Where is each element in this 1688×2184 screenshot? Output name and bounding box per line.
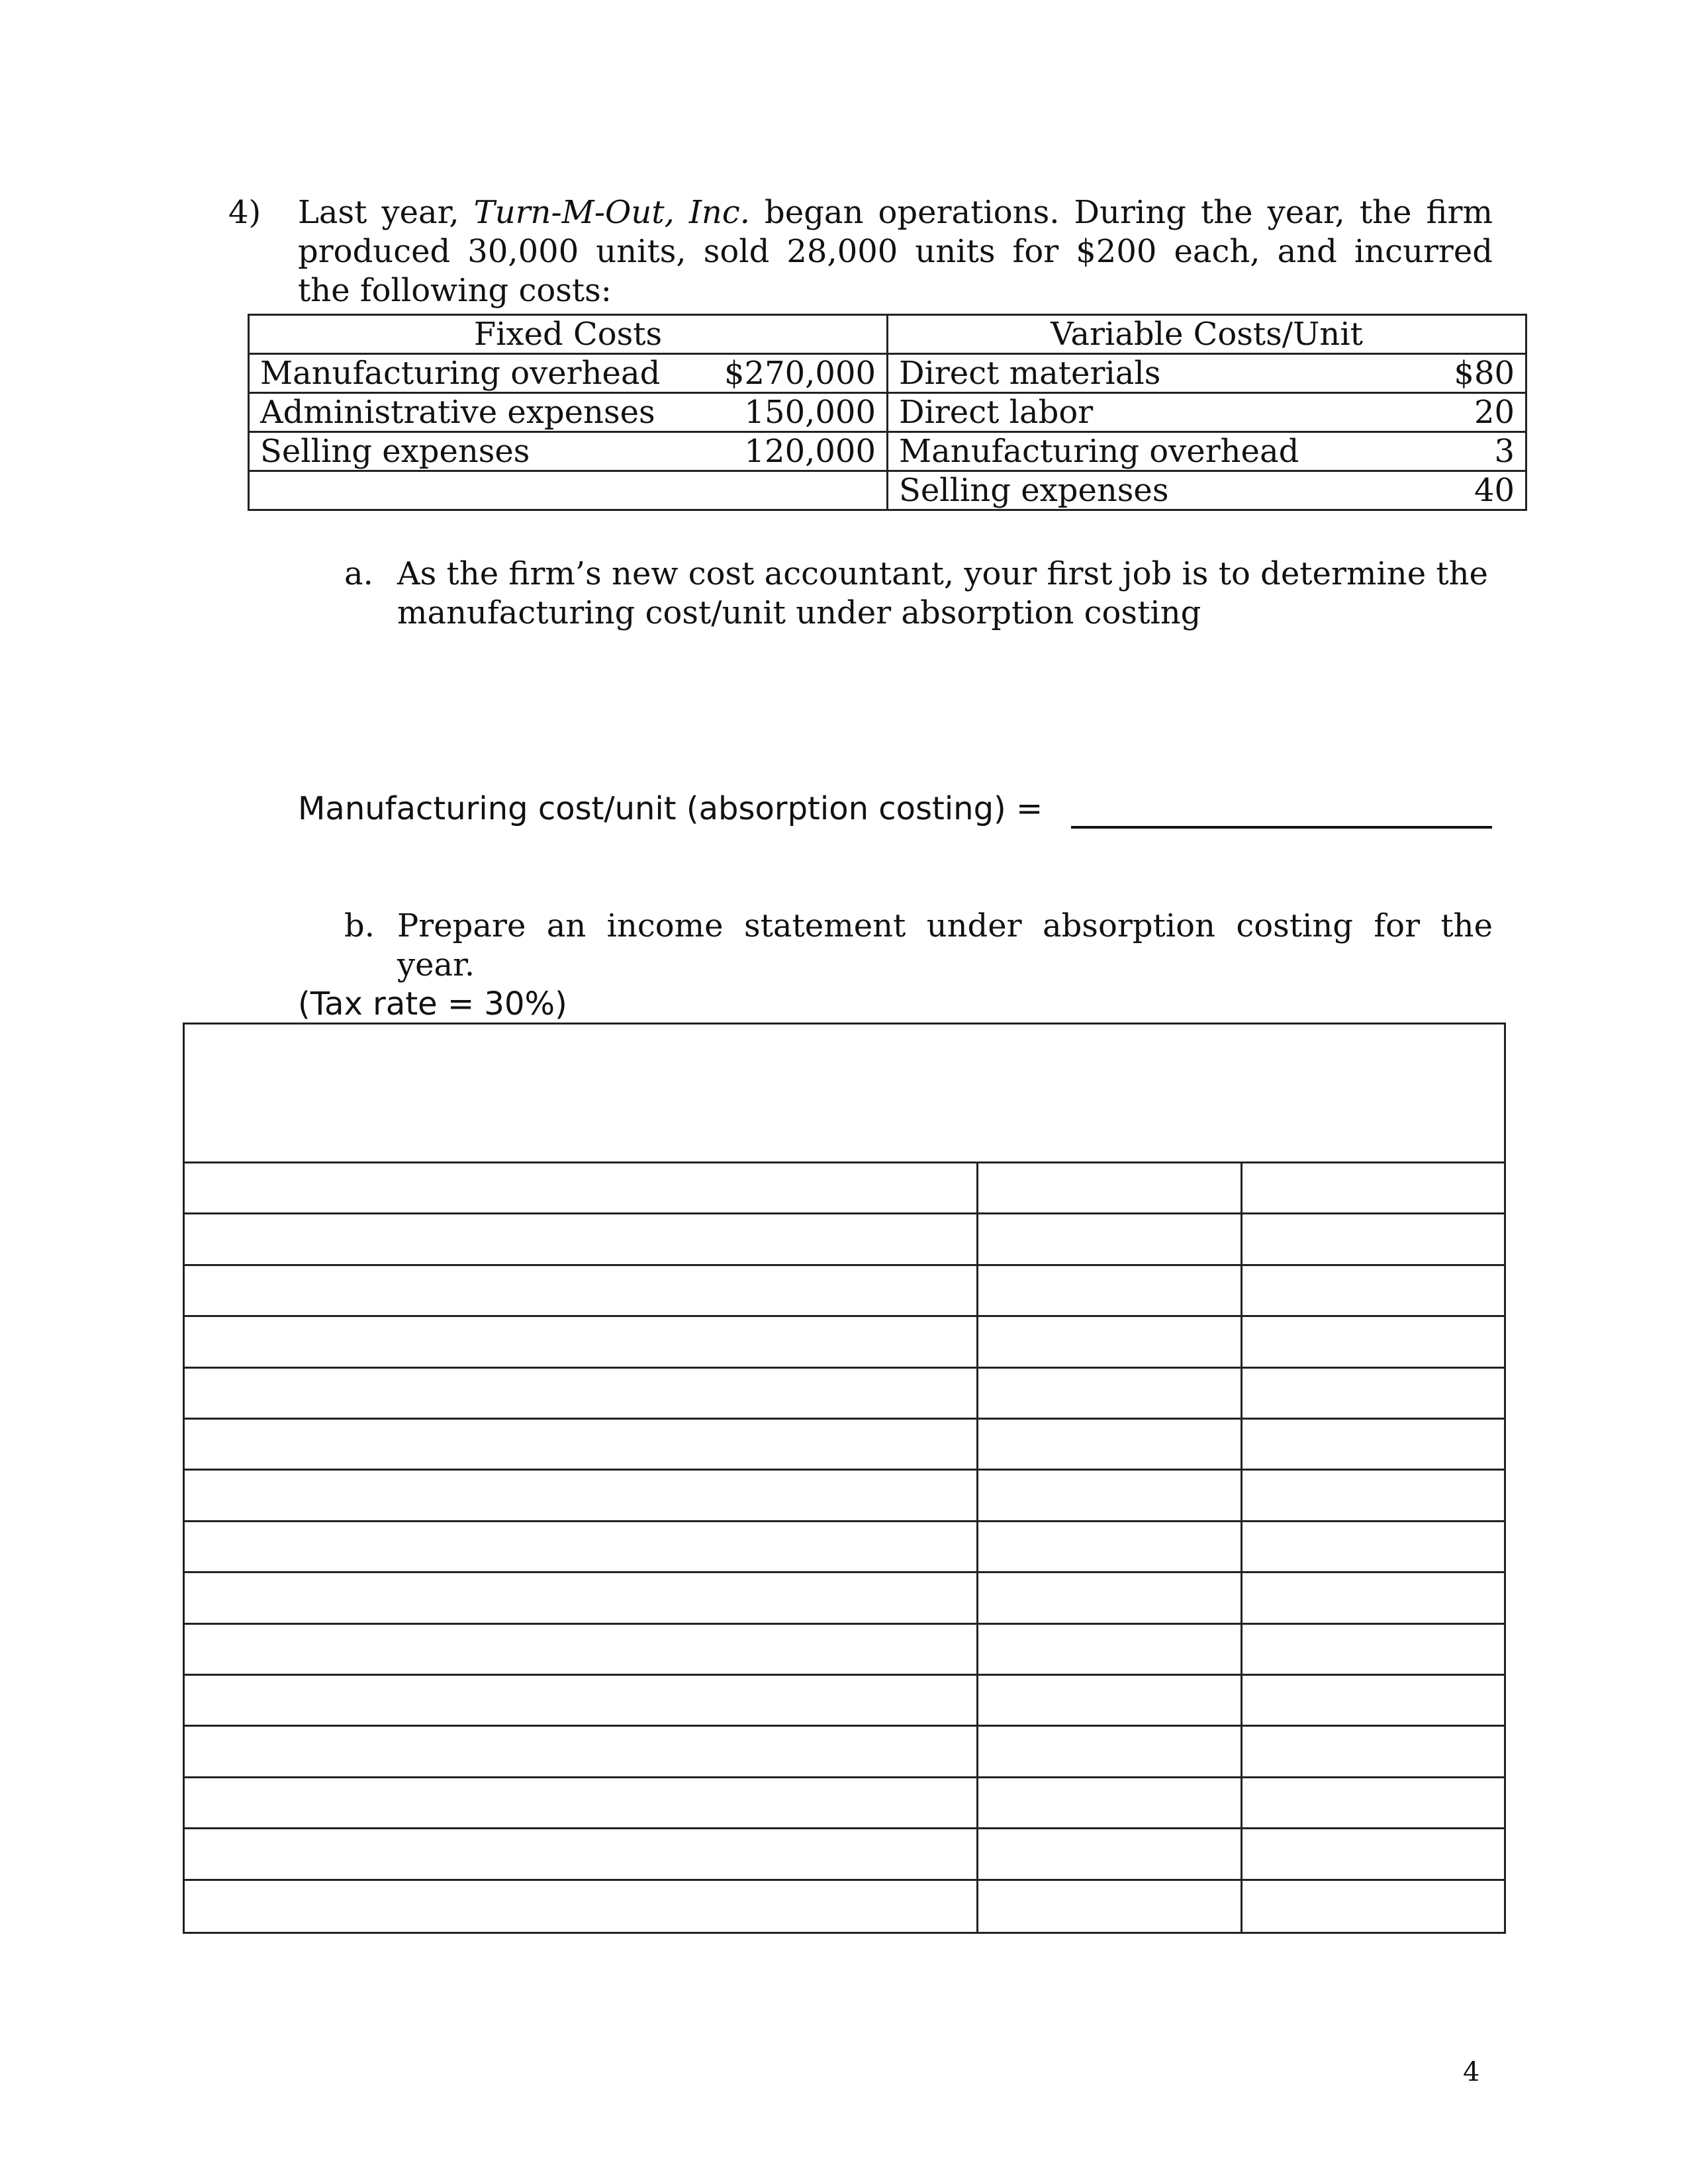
- statement-total-cell[interactable]: [1243, 1522, 1504, 1571]
- statement-amount-cell[interactable]: [978, 1471, 1241, 1520]
- problem-statement: [228, 193, 1493, 310]
- statement-amount-cell[interactable]: [978, 1573, 1241, 1622]
- cost-table-row: [249, 432, 1526, 471]
- fixed-cost-amount: [706, 471, 888, 510]
- cost-table-header-row: [249, 315, 1526, 354]
- statement-description-cell[interactable]: [185, 1625, 976, 1674]
- statement-total-cell[interactable]: [1243, 1317, 1504, 1366]
- question-b-line-1: Prepare an income statement under absorption costing for the: [397, 907, 1493, 944]
- statement-row: [185, 1266, 1504, 1317]
- statement-amount-cell[interactable]: [978, 1317, 1241, 1366]
- statement-row: [185, 1471, 1504, 1522]
- statement-row: [185, 1727, 1504, 1778]
- statement-row: [185, 1829, 1504, 1880]
- statement-description-cell[interactable]: [185, 1369, 976, 1418]
- statement-description-cell[interactable]: [185, 1573, 976, 1622]
- fixed-cost-amount: 120,000: [706, 432, 888, 471]
- statement-total-cell[interactable]: [1243, 1214, 1504, 1263]
- statement-amount-cell[interactable]: [978, 1369, 1241, 1418]
- statement-amount-cell[interactable]: [978, 1163, 1241, 1212]
- statement-description-cell[interactable]: [185, 1676, 976, 1725]
- fixed-cost-amount: 150,000: [706, 393, 888, 432]
- statement-row: [185, 1522, 1504, 1573]
- fixed-cost-label: [249, 471, 706, 510]
- cost-table: [248, 314, 1527, 511]
- statement-row: [185, 1214, 1504, 1265]
- statement-row: [185, 1881, 1504, 1932]
- fixed-costs-header: Fixed Costs: [249, 315, 888, 354]
- statement-total-cell[interactable]: [1243, 1727, 1504, 1776]
- statement-amount-cell[interactable]: [978, 1214, 1241, 1263]
- cost-table-row: [249, 393, 1526, 432]
- problem-number: 4): [228, 194, 261, 231]
- statement-description-cell[interactable]: [185, 1471, 976, 1520]
- statement-description-cell[interactable]: [185, 1214, 976, 1263]
- statement-total-cell[interactable]: [1243, 1881, 1504, 1932]
- statement-amount-cell[interactable]: [978, 1420, 1241, 1469]
- fixed-cost-label: Administrative expenses: [249, 393, 706, 432]
- tax-rate-note: (Tax rate = 30%): [298, 985, 567, 1023]
- statement-row: [185, 1163, 1504, 1214]
- variable-cost-label: Direct labor: [888, 393, 1424, 432]
- fixed-cost-label: Manufacturing overhead: [249, 354, 706, 393]
- statement-amount-cell[interactable]: [978, 1829, 1241, 1878]
- statement-total-cell[interactable]: [1243, 1676, 1504, 1725]
- statement-amount-cell[interactable]: [978, 1676, 1241, 1725]
- statement-description-cell[interactable]: [185, 1522, 976, 1571]
- statement-total-cell[interactable]: [1243, 1420, 1504, 1469]
- statement-total-cell[interactable]: [1243, 1573, 1504, 1622]
- statement-amount-cell[interactable]: [978, 1881, 1241, 1932]
- question-b-line-2: year.: [397, 946, 475, 983]
- statement-description-cell[interactable]: [185, 1829, 976, 1878]
- statement-description-cell[interactable]: [185, 1163, 976, 1212]
- statement-description-cell[interactable]: [185, 1317, 976, 1366]
- variable-cost-label: Selling expenses: [888, 471, 1424, 510]
- statement-total-cell[interactable]: [1243, 1829, 1504, 1878]
- problem-line-3: the following costs:: [298, 272, 612, 309]
- statement-amount-cell[interactable]: [978, 1778, 1241, 1827]
- question-b-label: b.: [344, 907, 375, 944]
- statement-row: [185, 1369, 1504, 1420]
- statement-row: [185, 1317, 1504, 1368]
- statement-amount-cell[interactable]: [978, 1522, 1241, 1571]
- statement-description-cell[interactable]: [185, 1727, 976, 1776]
- variable-cost-amount: 20: [1424, 393, 1526, 432]
- statement-row: [185, 1573, 1504, 1624]
- statement-total-cell[interactable]: [1243, 1369, 1504, 1418]
- fixed-cost-amount: $270,000: [706, 354, 888, 393]
- statement-description-cell[interactable]: [185, 1778, 976, 1827]
- statement-row: [185, 1420, 1504, 1471]
- statement-description-cell[interactable]: [185, 1881, 976, 1932]
- statement-row: [185, 1625, 1504, 1676]
- fixed-cost-label: Selling expenses: [249, 432, 706, 471]
- statement-amount-cell[interactable]: [978, 1625, 1241, 1674]
- statement-amount-cell[interactable]: [978, 1266, 1241, 1315]
- company-name: Turn-M-Out, Inc.: [473, 194, 750, 231]
- variable-cost-amount: 3: [1424, 432, 1526, 471]
- statement-row: [185, 1778, 1504, 1829]
- statement-description-cell[interactable]: [185, 1266, 976, 1315]
- variable-cost-label: Manufacturing overhead: [888, 432, 1424, 471]
- statement-row: [185, 1676, 1504, 1727]
- variable-costs-header: Variable Costs/Unit: [888, 315, 1526, 354]
- statement-total-cell[interactable]: [1243, 1266, 1504, 1315]
- statement-description-cell[interactable]: [185, 1420, 976, 1469]
- statement-total-cell[interactable]: [1243, 1163, 1504, 1212]
- variable-cost-label: Direct materials: [888, 354, 1424, 393]
- cost-table-row: [249, 471, 1526, 510]
- problem-line-2: produced 30,000 units, sold 28,000 units for $200 each, and incurred: [298, 233, 1493, 270]
- question-a-line-1: As the firm’s new cost accountant, your first job is to determine the: [397, 555, 1488, 592]
- question-a: [344, 555, 1493, 633]
- answer-a-label: Manufacturing cost/unit (absorption costing) =: [298, 790, 1043, 827]
- variable-cost-amount: 40: [1424, 471, 1526, 510]
- statement-total-cell[interactable]: [1243, 1625, 1504, 1674]
- problem-line-1: Last year, Turn-M-Out, Inc. began operations. During the year, the firm: [298, 194, 1493, 231]
- page-number: 4: [1463, 2057, 1480, 2087]
- statement-total-cell[interactable]: [1243, 1778, 1504, 1827]
- income-statement-grid: [183, 1023, 1506, 1934]
- variable-cost-amount: $80: [1424, 354, 1526, 393]
- statement-amount-cell[interactable]: [978, 1727, 1241, 1776]
- statement-header-box[interactable]: [185, 1024, 1504, 1163]
- question-a-label: a.: [344, 555, 373, 592]
- question-a-line-2: manufacturing cost/unit under absorption costing: [397, 594, 1201, 631]
- statement-total-cell[interactable]: [1243, 1471, 1504, 1520]
- cost-table-row: [249, 354, 1526, 393]
- question-b: [344, 907, 1493, 985]
- answer-a-blank[interactable]: [1071, 826, 1492, 829]
